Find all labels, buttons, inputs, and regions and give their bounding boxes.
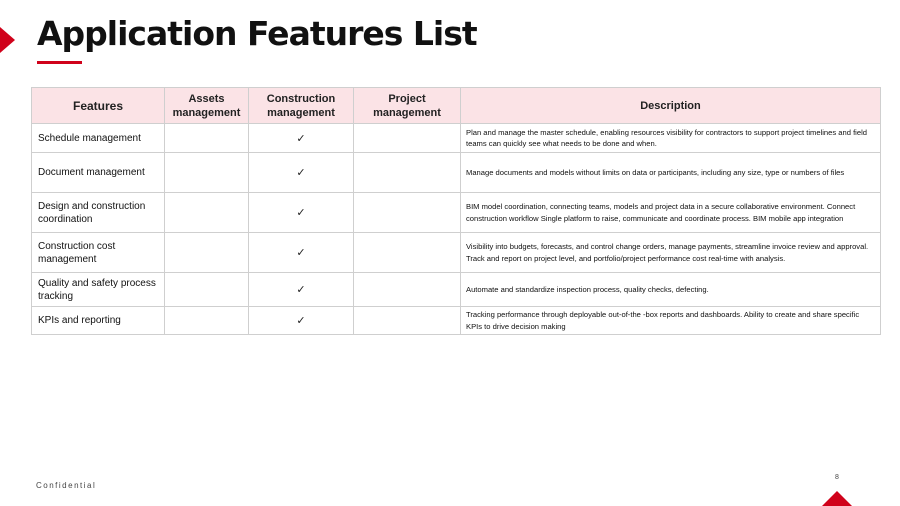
construction-check-icon: ✓ xyxy=(249,153,354,193)
header-project-management: Project management xyxy=(354,88,461,124)
construction-check-icon: ✓ xyxy=(249,124,354,153)
feature-description: Tracking performance through deployable out-of-the -box reports and dashboards. Ability to create and share specific KPIs to drive decision making xyxy=(461,307,881,335)
page-number: 8 xyxy=(835,474,839,481)
features-table xyxy=(31,87,881,335)
table-row xyxy=(32,153,881,193)
feature-name: Construction cost management xyxy=(32,233,165,273)
assets-cell xyxy=(165,233,249,273)
table-row xyxy=(32,273,881,307)
header-description: Description xyxy=(461,88,881,124)
page-title: Application Features List xyxy=(37,14,477,53)
construction-check-icon: ✓ xyxy=(249,273,354,307)
title-underline xyxy=(37,61,82,64)
feature-name: Design and construction coordination xyxy=(32,193,165,233)
feature-description: BIM model coordination, connecting teams, models and project data in a secure collaborative environment. Connect construction workflow Single platform to raise, communicate and coordinate process. BIM mobile app integration xyxy=(461,193,881,233)
left-arrow-icon xyxy=(0,27,15,53)
project-cell xyxy=(354,124,461,153)
assets-cell xyxy=(165,307,249,335)
header-assets-management: Assets management xyxy=(165,88,249,124)
construction-check-icon: ✓ xyxy=(249,233,354,273)
feature-name: KPIs and reporting xyxy=(32,307,165,335)
project-cell xyxy=(354,193,461,233)
assets-cell xyxy=(165,153,249,193)
feature-description: Plan and manage the master schedule, enabling resources visibility for contractors to support project timelines and field teams can quickly see what needs to be done and when. xyxy=(461,124,881,153)
feature-name: Schedule management xyxy=(32,124,165,153)
table-row xyxy=(32,233,881,273)
table-row xyxy=(32,307,881,335)
feature-description: Manage documents and models without limits on data or participants, including any size, type or numbers of files xyxy=(461,153,881,193)
confidential-label: Confidential xyxy=(36,481,97,490)
table-row xyxy=(32,193,881,233)
header-construction-management: Construction management xyxy=(249,88,354,124)
assets-cell xyxy=(165,124,249,153)
project-cell xyxy=(354,233,461,273)
feature-name: Quality and safety process tracking xyxy=(32,273,165,307)
project-cell xyxy=(354,273,461,307)
header-features: Features xyxy=(32,88,165,124)
project-cell xyxy=(354,153,461,193)
construction-check-icon: ✓ xyxy=(249,193,354,233)
feature-name: Document management xyxy=(32,153,165,193)
assets-cell xyxy=(165,273,249,307)
table-header-row xyxy=(32,88,881,124)
feature-description: Automate and standardize inspection process, quality checks, defecting. xyxy=(461,273,881,307)
assets-cell xyxy=(165,193,249,233)
table-row xyxy=(32,124,881,153)
construction-check-icon: ✓ xyxy=(249,307,354,335)
corner-triangle-icon xyxy=(822,491,852,506)
project-cell xyxy=(354,307,461,335)
feature-description: Visibility into budgets, forecasts, and control change orders, manage payments, streamline invoice review and approval. Track and report on project level, and portfolio/project performance cost real-time with analysis. xyxy=(461,233,881,273)
